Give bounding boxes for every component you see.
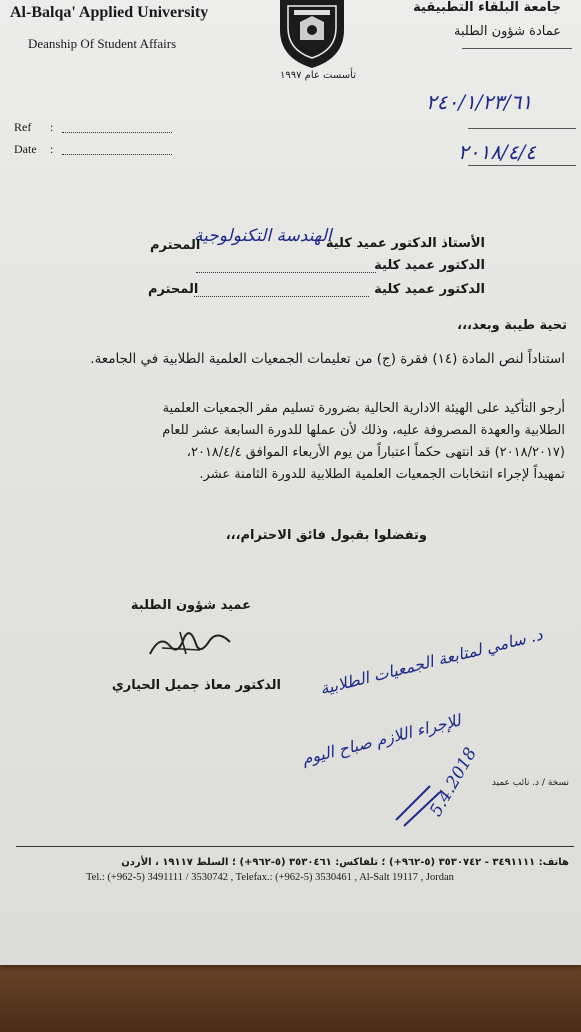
ref-label: Ref xyxy=(14,120,32,134)
paragraph-2-line-3: (٢٠١٨/٢٠١٧) قد انتهى حكماً اعتباراً من يوم الأربعاء الموافق ٢٠١٨/٤/٤، xyxy=(186,445,565,460)
ref-dotted-line xyxy=(62,132,172,133)
recipient-title-1: المحترم xyxy=(150,238,201,253)
date-label: Date xyxy=(14,142,37,156)
recipient-line-3: الدكتور عميد كلية xyxy=(374,282,485,297)
footer-contact-ar: هاتف: ٣٤٩١١١١ - ٣٥٣٠٧٤٢ (٥-٩٦٢+) ؛ تلفاكس: ٣٥٣٠٤٦١ (٥-٩٦٢+) ؛ السلط ١٩١١٧ ، الأردن xyxy=(121,857,569,868)
closing: وتفضلوا بقبول فائق الاحترام،،، xyxy=(225,528,427,543)
annotation-date: 5.4.2018 xyxy=(426,744,482,820)
handwritten-signature xyxy=(140,620,240,664)
recipient-title-2: المحترم xyxy=(148,282,199,297)
founded-year: تأسست عام ١٩٩٧ xyxy=(280,70,356,81)
university-name-en: Al-Balqa' Applied University xyxy=(10,4,209,21)
university-name-ar: جامعة البلقاء التطبيقية xyxy=(413,0,561,15)
header-rule xyxy=(462,48,572,49)
recipient-line-1: الأستاذ الدكتور عميد كلية xyxy=(325,236,485,251)
footer-contact-en: Tel.: (+962-5) 3491111 / 3530742 , Telefax.: (+962-5) 3530461 , Al-Salt 19117 , Jordan xyxy=(86,872,454,883)
date-dotted-line xyxy=(62,154,172,155)
signatory-name: الدكتور معاذ جميل الحياري xyxy=(111,678,281,693)
table-surface xyxy=(0,962,581,1032)
annotation-line-2: للإجراء اللازم صباح اليوم xyxy=(300,710,463,769)
greeting: تحية طيبة وبعد،،، xyxy=(457,318,567,333)
date-colon: : xyxy=(50,142,54,156)
paragraph-2-line-4: تمهيداً لإجراء انتخابات الجمعيات العلمية الطلابية للدورة الثامنة عشر. xyxy=(199,467,565,482)
date-handwritten: ٢٠١٨/٤/٤ xyxy=(458,140,536,164)
ref-colon: : xyxy=(50,120,54,134)
annotation-mark xyxy=(390,780,450,830)
paragraph-2-line-2: الطلابية والعهدة المصروفة عليه، وذلك لأن عملها للدورة السابعة عشر للعام xyxy=(162,423,565,438)
signatory-title: عميد شؤون الطلبة xyxy=(130,598,251,613)
copy-note: نسخة / د. نائب عميد xyxy=(491,778,569,788)
recipient-dotted-line-1 xyxy=(196,272,376,273)
ref-handwritten: ٢٤٠/١/٢٣/٦١ xyxy=(426,90,533,114)
annotation-line-1: د. سامي لمتابعة الجمعيات الطلابية xyxy=(318,624,545,699)
footer-rule xyxy=(16,846,574,847)
paragraph-2 xyxy=(40,398,565,486)
deanship-name-en: Deanship Of Student Affairs xyxy=(28,36,177,51)
paragraph-1: استناداً لنص المادة (١٤) فقرة (ج) من تعليمات الجمعيات العلمية الطلابية في الجامعة. xyxy=(90,351,565,367)
ref-rule-right xyxy=(468,128,576,129)
recipient-handwritten-college: الهندسة التكنولوجية xyxy=(194,226,332,246)
recipient-dotted-line-2 xyxy=(194,296,369,297)
date-rule-right xyxy=(468,165,576,166)
deanship-name-ar: عمادة شؤون الطلبة xyxy=(454,24,561,39)
recipient-line-2: الدكتور عميد كلية xyxy=(374,258,485,273)
paragraph-2-line-1: أرجو التأكيد على الهيئة الادارية الحالية بضرورة تسليم مقر الجمعيات العلمية xyxy=(162,401,565,416)
university-logo xyxy=(276,0,348,68)
